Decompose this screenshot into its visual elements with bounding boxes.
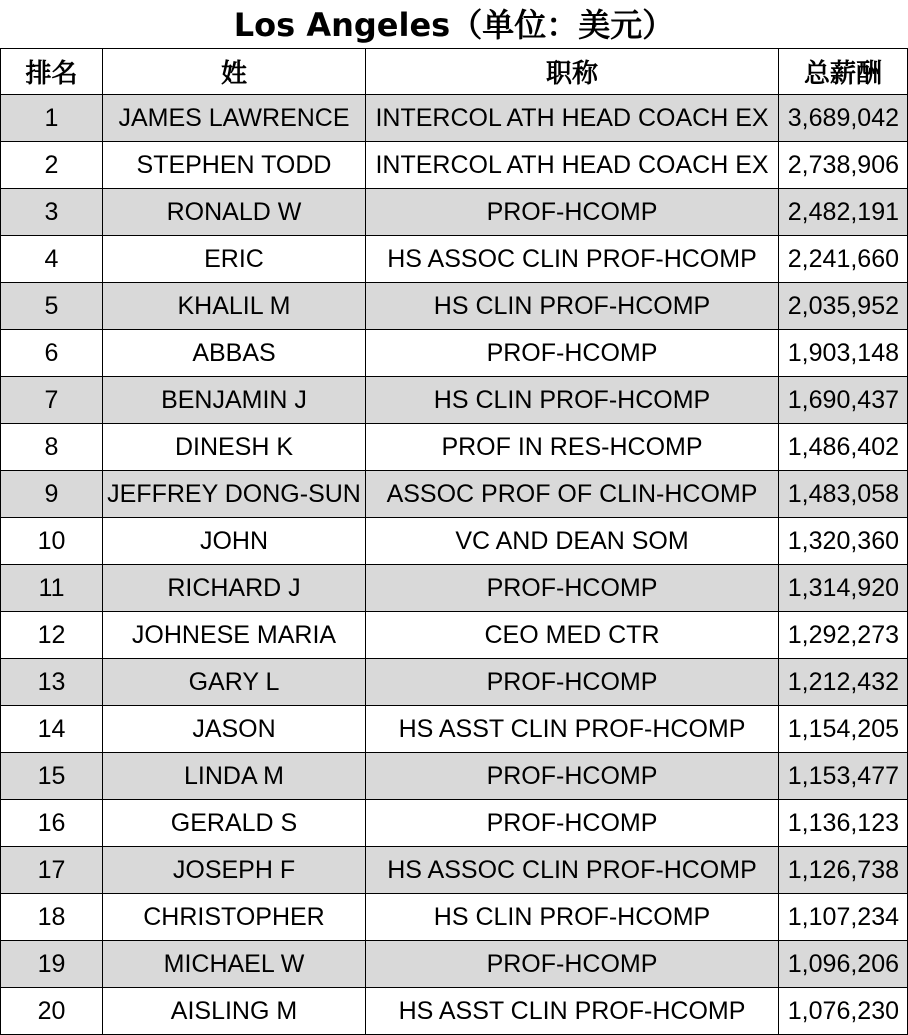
salary-cell: 1,292,273	[779, 612, 908, 659]
job-title-cell: PROF-HCOMP	[366, 941, 779, 988]
job-title-cell: HS ASST CLIN PROF-HCOMP	[366, 988, 779, 1035]
job-title-cell: CEO MED CTR	[366, 612, 779, 659]
name-cell: JAMES LAWRENCE	[103, 95, 366, 142]
rank-cell: 13	[1, 659, 103, 706]
name-cell: JASON	[103, 706, 366, 753]
name-cell: ABBAS	[103, 330, 366, 377]
salary-cell: 1,320,360	[779, 518, 908, 565]
salary-cell: 2,035,952	[779, 283, 908, 330]
salary-cell: 1,096,206	[779, 941, 908, 988]
job-title-cell: INTERCOL ATH HEAD COACH EX	[366, 95, 779, 142]
job-title-cell: PROF-HCOMP	[366, 659, 779, 706]
name-cell: CHRISTOPHER	[103, 894, 366, 941]
salary-cell: 1,690,437	[779, 377, 908, 424]
table-row	[1, 847, 908, 894]
name-cell: JOHNESE MARIA	[103, 612, 366, 659]
rank-cell: 15	[1, 753, 103, 800]
table-row	[1, 988, 908, 1035]
header-name: 姓	[103, 49, 366, 95]
job-title-cell: PROF-HCOMP	[366, 565, 779, 612]
table-row	[1, 612, 908, 659]
job-title-cell: PROF-HCOMP	[366, 800, 779, 847]
salary-cell: 1,314,920	[779, 565, 908, 612]
salary-cell: 2,241,660	[779, 236, 908, 283]
table-row	[1, 753, 908, 800]
salary-cell: 3,689,042	[779, 95, 908, 142]
rank-cell: 14	[1, 706, 103, 753]
rank-cell: 10	[1, 518, 103, 565]
header-rank: 排名	[1, 49, 103, 95]
name-cell: KHALIL M	[103, 283, 366, 330]
salary-cell: 1,212,432	[779, 659, 908, 706]
job-title-cell: ASSOC PROF OF CLIN-HCOMP	[366, 471, 779, 518]
salary-cell: 1,153,477	[779, 753, 908, 800]
name-cell: JOHN	[103, 518, 366, 565]
name-cell: JOSEPH F	[103, 847, 366, 894]
table-header	[1, 49, 908, 95]
table-row	[1, 659, 908, 706]
rank-cell: 4	[1, 236, 103, 283]
name-cell: GARY L	[103, 659, 366, 706]
salary-cell: 1,126,738	[779, 847, 908, 894]
rank-cell: 9	[1, 471, 103, 518]
table-row	[1, 800, 908, 847]
salary-cell: 1,076,230	[779, 988, 908, 1035]
job-title-cell: PROF-HCOMP	[366, 330, 779, 377]
salary-cell: 1,136,123	[779, 800, 908, 847]
table-row	[1, 424, 908, 471]
salary-cell: 1,107,234	[779, 894, 908, 941]
salary-cell: 1,486,402	[779, 424, 908, 471]
salary-cell: 1,903,148	[779, 330, 908, 377]
name-cell: MICHAEL W	[103, 941, 366, 988]
job-title-cell: INTERCOL ATH HEAD COACH EX	[366, 142, 779, 189]
table-row	[1, 941, 908, 988]
job-title-cell: HS CLIN PROF-HCOMP	[366, 283, 779, 330]
name-cell: ERIC	[103, 236, 366, 283]
job-title-cell: VC AND DEAN SOM	[366, 518, 779, 565]
job-title-cell: HS CLIN PROF-HCOMP	[366, 377, 779, 424]
table-row	[1, 236, 908, 283]
name-cell: BENJAMIN J	[103, 377, 366, 424]
table-row	[1, 565, 908, 612]
job-title-cell: HS CLIN PROF-HCOMP	[366, 894, 779, 941]
name-cell: GERALD S	[103, 800, 366, 847]
job-title-cell: PROF-HCOMP	[366, 753, 779, 800]
name-cell: DINESH K	[103, 424, 366, 471]
job-title-cell: HS ASSOC CLIN PROF-HCOMP	[366, 847, 779, 894]
name-cell: AISLING M	[103, 988, 366, 1035]
table-row	[1, 330, 908, 377]
name-cell: RICHARD J	[103, 565, 366, 612]
job-title-cell: HS ASSOC CLIN PROF-HCOMP	[366, 236, 779, 283]
rank-cell: 12	[1, 612, 103, 659]
rank-cell: 8	[1, 424, 103, 471]
header-title: 职称	[366, 49, 779, 95]
table-row	[1, 283, 908, 330]
table-row	[1, 471, 908, 518]
header-row	[1, 49, 908, 95]
rank-cell: 11	[1, 565, 103, 612]
table-row	[1, 377, 908, 424]
job-title-cell: PROF-HCOMP	[366, 189, 779, 236]
salary-cell: 1,483,058	[779, 471, 908, 518]
rank-cell: 16	[1, 800, 103, 847]
rank-cell: 17	[1, 847, 103, 894]
rank-cell: 6	[1, 330, 103, 377]
salary-table	[0, 48, 908, 1035]
table-row	[1, 142, 908, 189]
rank-cell: 5	[1, 283, 103, 330]
name-cell: STEPHEN TODD	[103, 142, 366, 189]
salary-cell: 2,482,191	[779, 189, 908, 236]
table-row	[1, 894, 908, 941]
name-cell: JEFFREY DONG-SUN	[103, 471, 366, 518]
salary-cell: 1,154,205	[779, 706, 908, 753]
name-cell: LINDA M	[103, 753, 366, 800]
table-row	[1, 706, 908, 753]
table-body	[1, 95, 908, 1035]
table-row	[1, 518, 908, 565]
header-salary: 总薪酬	[779, 49, 908, 95]
page-title: Los Angeles（单位：美元）	[233, 6, 675, 44]
rank-cell: 1	[1, 95, 103, 142]
table-row	[1, 189, 908, 236]
job-title-cell: HS ASST CLIN PROF-HCOMP	[366, 706, 779, 753]
table-row	[1, 95, 908, 142]
rank-cell: 19	[1, 941, 103, 988]
rank-cell: 18	[1, 894, 103, 941]
rank-cell: 3	[1, 189, 103, 236]
rank-cell: 20	[1, 988, 103, 1035]
rank-cell: 2	[1, 142, 103, 189]
job-title-cell: PROF IN RES-HCOMP	[366, 424, 779, 471]
name-cell: RONALD W	[103, 189, 366, 236]
rank-cell: 7	[1, 377, 103, 424]
salary-cell: 2,738,906	[779, 142, 908, 189]
